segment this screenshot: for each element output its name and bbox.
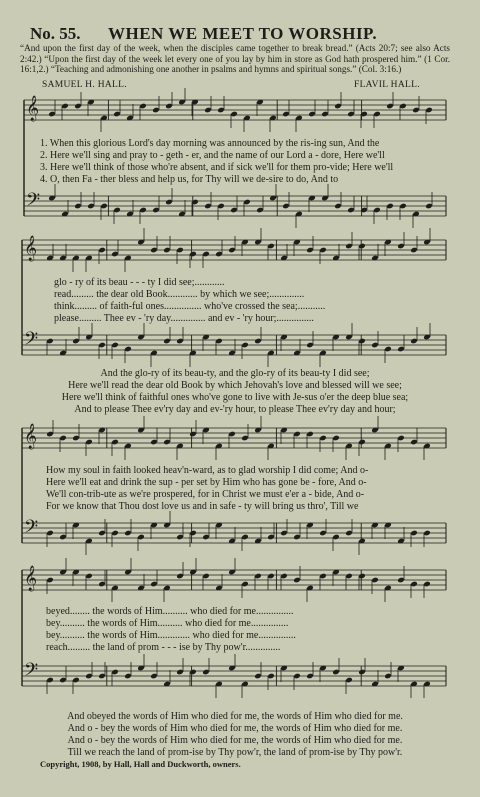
bass-clef-icon: 𝄢 [24,660,39,685]
verse-2-line-4: bey.......... the words of Him.......... who died for me............... [46,618,289,629]
verse-3-line-1: 3. Here we'll think of those who're absent, and if sick we'll for them pro-vide; Here we'll [40,162,394,173]
verse-4-line-3: For we know that Thou dost love us and in safe - ty will bring us thro', Till we [46,501,359,512]
refrain-line-2: Here we'll read the dear old Book by which Jehovah's love and blessed will we see; [68,380,402,391]
verse-2-line-3: Here we'll eat and drink the sup - per set by Him who has gone be - fore, And o- [46,477,367,488]
verse-3-line-3: We'll con-trib-ute as we're prospered, for in Christ we must e'er a - bide, And o- [46,489,365,500]
refrain-line-4: And to please Thee ev'ry day and ev-'ry hour, to please Thee ev'ry day and hour; [74,404,396,415]
composer-credit: FLAVIL HALL. [354,80,420,90]
verse-1-line-1: 1. When this glorious Lord's day morning was announced by the ris-ing sun, And the [40,138,380,149]
verse-1-line-3: How my soul in faith looked heav'n-ward, as to glad worship I did come; And o- [46,465,369,476]
final-refrain-line-4: Till we reach the land of prom-ise by Thy pow'r, the land of prom-ise by Thy pow'r. [67,747,403,758]
scripture-quote: “And upon the first day of the week, when the disciples came together to break bread.” (Acts 20:7; see also Acts 2:42.) “Upon the first day of the week let every one of you lay by him in store as God hath prospered him.” (1 Cor. 16:1,2.) “Teaching and admonishing one another in psalms and hymns and spiritual songs.” (Col. 3:16.) [20,43,450,74]
treble-clef-icon: 𝄞 [24,566,38,591]
copyright-notice: Copyright, 1908, by Hall, Hall and Duckworth, owners. [40,759,241,769]
final-refrain-line-3: And o - bey the words of Him who died for me, the words of Him who died for me. [67,735,403,746]
refrain-line-1: And the glo-ry of its beau-ty, and the glo-ry of its beau-ty I did see; [100,368,370,379]
verse-2-line-1: 2. Here we'll sing and pray to - geth - er, and the name of our Lord a - dore, Here we'll [40,150,385,161]
verse-3-line-4: bey.......... the words of Him............. who died for me............... [46,630,296,641]
bass-clef-icon: 𝄢 [24,517,39,542]
verse-1-line-2: glo - ry of its beau - - - ty I did see;............ [54,277,225,288]
verse-4-line-2: please......... Thee ev - 'ry day.............. and ev - 'ry hour;............... [54,313,314,324]
treble-clef-icon: 𝄞 [26,96,40,121]
verse-4-line-4: reach......... the land of prom - - - ise by Thy pow'r.............. [46,642,281,653]
verse-4-line-1: 4. O, then Fa - ther bless and help us, for Thy will we de-sire to do, And to [40,174,339,185]
hymn-title: WHEN WE MEET TO WORSHIP. [108,24,378,43]
treble-clef-icon: 𝄞 [24,236,38,261]
final-refrain-line-2: And o - bey the words of Him who died for me, the words of Him who died for me. [67,723,403,734]
hymn-number: No. 55. [30,24,81,43]
lyricist-credit: SAMUEL H. HALL. [42,80,127,90]
refrain-line-3: Here we'll think of faithful ones who've gone to live with Je-sus o'er the deep blue sea; [61,392,409,403]
bass-clef-icon: 𝄢 [24,329,39,354]
verse-2-line-2: read......... the dear old Book............ by which we see;.............. [54,289,305,300]
verse-1-line-4: beyed........ the words of Him.......... who died for me............... [46,606,294,617]
bass-clef-icon: 𝄢 [26,190,41,215]
treble-clef-icon: 𝄞 [24,424,38,449]
verse-3-line-2: think......... of faith-ful ones............... who've crossed the sea;........... [54,301,326,312]
final-refrain-line-1: And obeyed the words of Him who died for me, the words of Him who died for me. [67,711,403,722]
